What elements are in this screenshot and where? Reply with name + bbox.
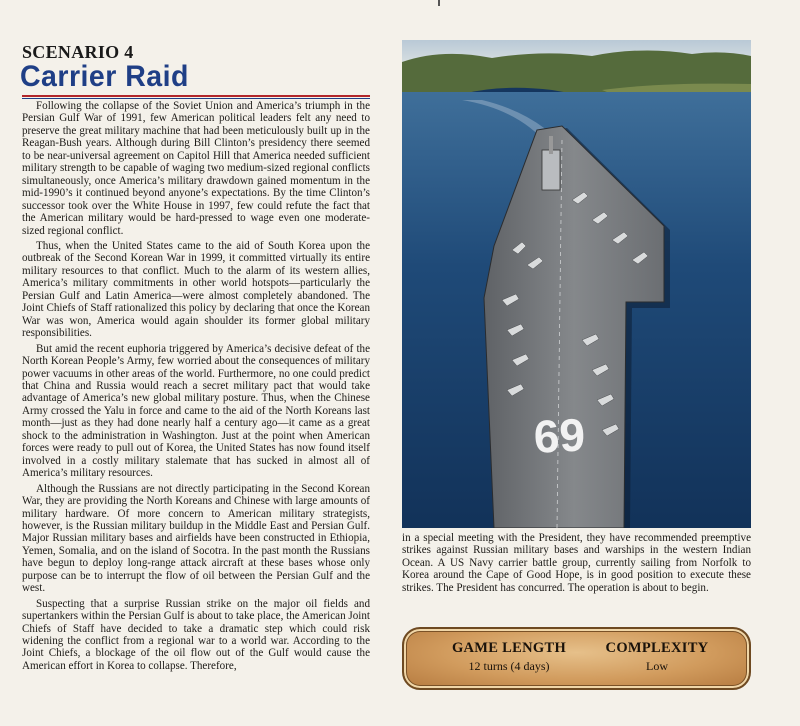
paragraph-4: Although the Russians are not directly participating in the Second Korean War, they are providing the North Koreans and Chinese with large amounts of military hardware. Of more concern to American military strategists, however, is the Russian military buildup in the Middle East and Persian Gulf. Major Russian military bases and airfields have been constructed in Ethiopia, Yemen, Somalia, and on the island of Socotra. In the past month the Russians have begun to deploy long-range attack aircraft at these bases whose only purpose can be to interrupt the flow of oil between the Persian Gulf and the west. bbox=[22, 482, 370, 595]
scenario-title: Carrier Raid bbox=[20, 60, 189, 93]
complexity-value: Low bbox=[646, 659, 668, 673]
game-length bbox=[434, 640, 584, 674]
registration-mark bbox=[438, 0, 440, 6]
paragraph-2: Thus, when the United States came to the aid of South Korea upon the outbreak of the Second Korean War in 1999, it committed virtually its entire military resources to that conflict. Much to the alarm of its western allies, America’s military commitments in other world hotspots—particularly the Persian Gulf and Latin America—were almost completely abandoned. The Joint Chiefs of Staff rationalized this policy by declaring that once the Korean War was won, America would again shoulder its former global military responsibilities. bbox=[22, 239, 370, 340]
right-column-text: in a special meeting with the President, they have recommended preemptive strikes against Russian military bases and warships in the western Indian Ocean. A US Navy carrier battle group, currently sailing from Norfolk to Korea around the Cape of Good Hope, is in good position to execute these strikes. The President has concurred. The operation is about to begin. bbox=[402, 532, 751, 594]
paragraph-3: But amid the recent euphoria triggered by America’s decisive defeat of the North Korean People’s Army, few worried about the consequences of military power vacuums in other areas of the world. Furthermore, no one could predict that China and Russia would reach a secret military pact that would take advantage of America’s new global military posture. Thus, when the Chinese Army crossed the Yalu in force and came to the aid of the North Koreans last month—just as they had done nearly half a century ago—it came as a great shock to the administration in Washington. Just at the point when American forces were ready to pull out of Korea, the United States has now found itself involved in a costly military stalemate that has sucked in almost all of America’s military resources. bbox=[22, 342, 370, 480]
complexity-label: COMPLEXITY bbox=[605, 640, 709, 656]
game-length-value: 12 turns (4 days) bbox=[468, 659, 550, 673]
game-length-label: GAME LENGTH bbox=[451, 640, 567, 656]
aircraft-carrier-photo bbox=[402, 40, 751, 528]
carrier-island bbox=[542, 150, 560, 190]
hull-number: 69 bbox=[532, 408, 587, 463]
title-divider bbox=[22, 95, 370, 99]
carrier-illustration bbox=[402, 40, 751, 528]
left-column-text bbox=[22, 100, 370, 675]
complexity bbox=[582, 640, 732, 674]
carrier-mast bbox=[549, 136, 553, 154]
paragraph-1: Following the collapse of the Soviet Union and America’s triumph in the Persian Gulf War of 1991, few American political leaders felt any need to preserve the great military machine that had been meticulously built up in the Reagan-Bush years. Although during Bill Clinton’s presidency there seemed to be near-universal agreement on Capitol Hill that America needed sufficient military strength to be capable of waging two medium-sized regional conflicts simultaneously, once America’s military drawdown gained momentum in the mid-1990’s it continued beyond anyone’s expectations. By the time Clinton’s successor took over the White House in 1997, few could refute the fact that the American military would be hard-pressed to wage even one moderate-sized regional conflict. bbox=[22, 100, 370, 237]
game-info-box bbox=[402, 627, 751, 690]
scenario-number: SCENARIO 4 bbox=[22, 42, 134, 62]
paragraph-5: Suspecting that a surprise Russian strike on the major oil fields and supertankers within the Persian Gulf is about to take place, the American Joint Chiefs of Staff have decided to take a dramatic step which could risk widening the conflict from a regional war to a world war. According to the Joint Chiefs, a blockage of the oil flow out of the Gulf would cause the American effort in Korea to collapse. Therefore, bbox=[22, 597, 370, 672]
